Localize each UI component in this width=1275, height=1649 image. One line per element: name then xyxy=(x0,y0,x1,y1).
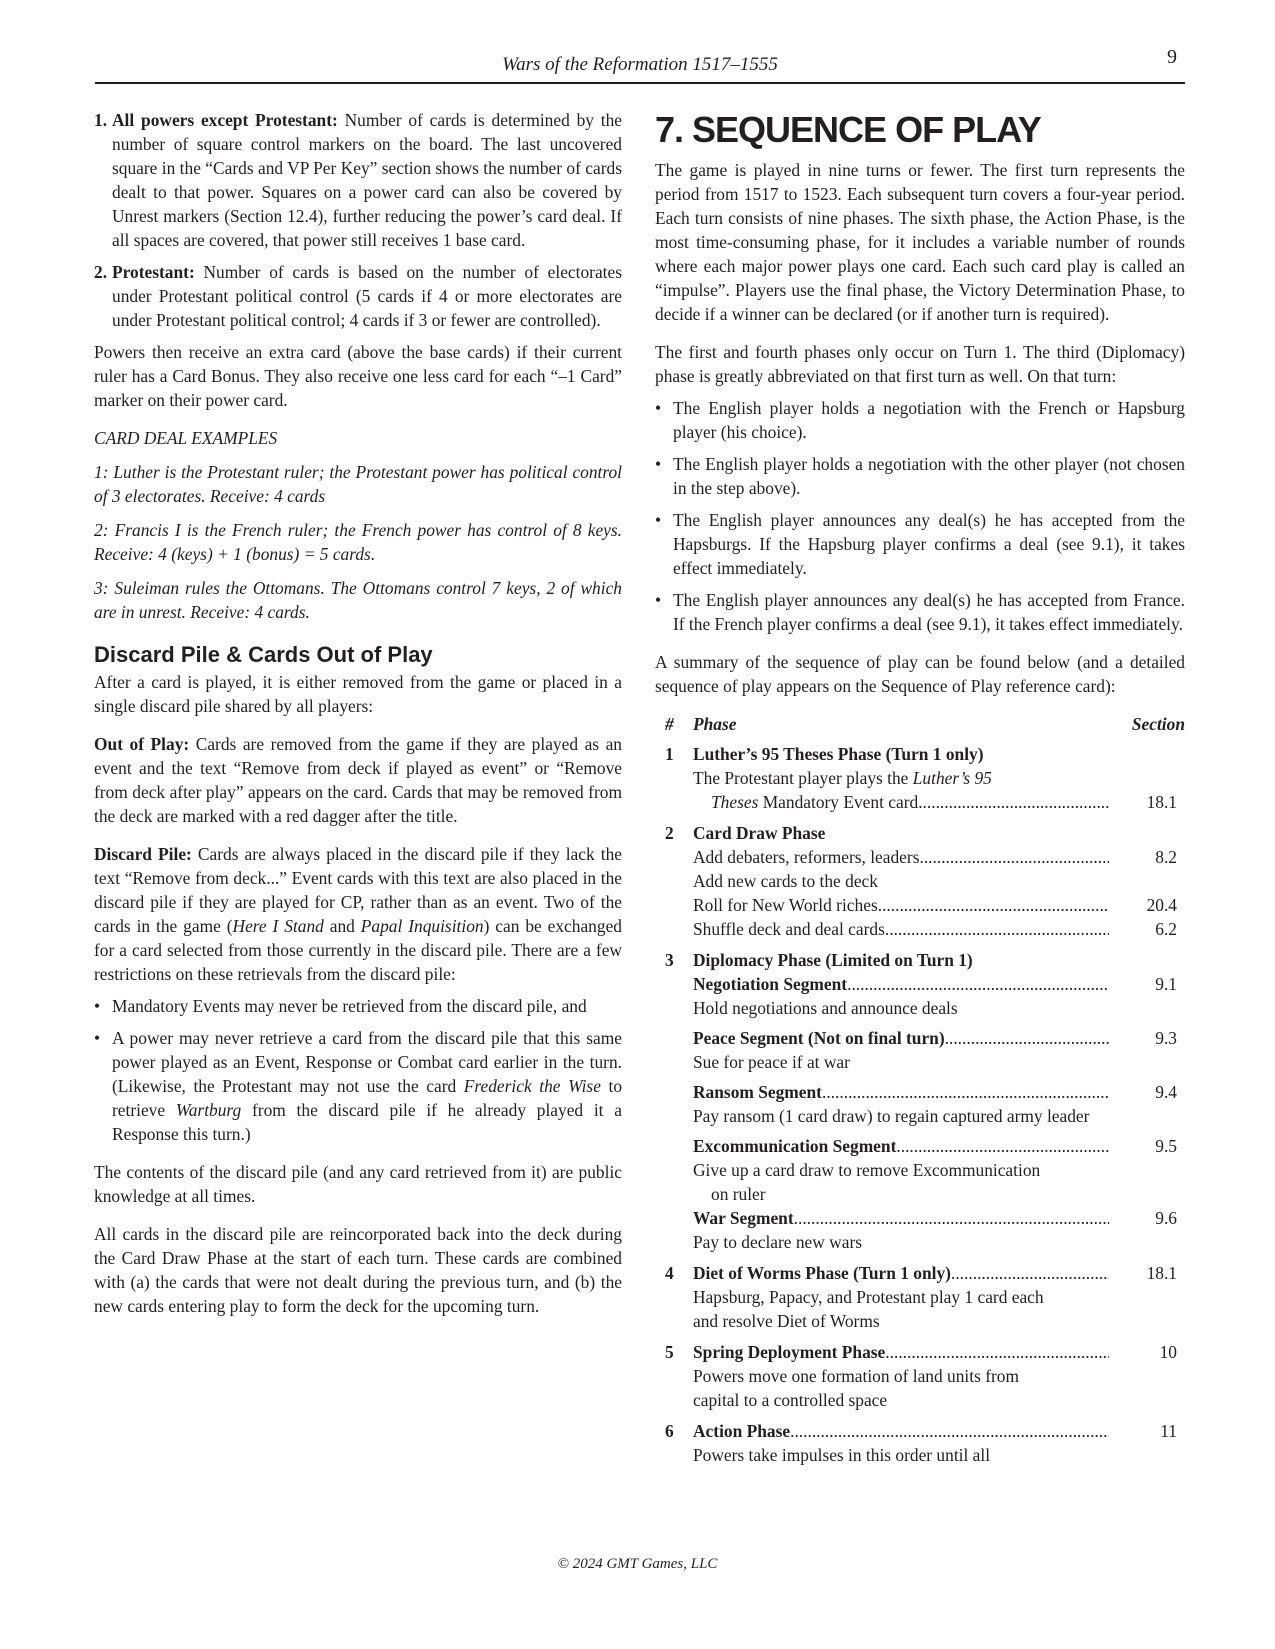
example-2: 2: Francis I is the French ruler; the French power has control of 8 keys. Receive: 4 (keys) + 1 (bonus) = 5 cards. xyxy=(94,520,622,564)
bullet-icon: • xyxy=(655,398,662,418)
list-item xyxy=(655,452,1185,500)
intro-paragraph: The game is played in nine turns or fewer. The first turn represents the period from 1517 to 1523. Each subsequent turn covers a four-year period. Each turn consists of nine phases. The sixth phase, the Action Phase, is the most time-consuming phase, for it includes a variable number of rounds where each major power plays one card. Each such card play is called an “impulse”. Players use the final phase, the Victory Determination Phase, to decide if a winner can be declared (or if another turn is required). xyxy=(655,160,1185,324)
rule-number: 1. xyxy=(94,110,108,130)
phase-1 xyxy=(655,742,1185,814)
section-ref: 9.1 xyxy=(1155,974,1177,994)
list-item xyxy=(94,1026,622,1146)
section-ref: 6.2 xyxy=(1155,919,1177,939)
section-ref: 10 xyxy=(1159,1342,1177,1362)
phase-4 xyxy=(655,1261,1185,1333)
phase-2 xyxy=(655,821,1185,941)
header-num: # xyxy=(665,714,674,734)
phase-detail: and resolve Diet of Worms xyxy=(693,1311,880,1331)
section-ref: 9.6 xyxy=(1155,1208,1177,1228)
rule-number: 2. xyxy=(94,262,108,282)
segment-title: Ransom Segment xyxy=(693,1082,822,1102)
section-ref: 9.3 xyxy=(1155,1028,1177,1048)
phase-title: Diplomacy Phase (Limited on Turn 1) xyxy=(693,950,973,970)
phase-title: Action Phase xyxy=(693,1421,791,1441)
bullet-text: The English player announces any deal(s) he has accepted from France. If the French player confirms a deal (see 9.1), it takes effect immediately. xyxy=(673,590,1185,634)
segment-detail: Hold negotiations and announce deals xyxy=(693,998,958,1018)
list-item xyxy=(655,588,1185,636)
sequence-table xyxy=(655,712,1185,1467)
segment-detail: Sue for peace if at war xyxy=(693,1052,850,1072)
segment-title: Excommunication Segment xyxy=(693,1136,897,1156)
table-header xyxy=(655,712,1185,736)
segment-title: Peace Segment (Not on final turn) xyxy=(693,1028,945,1048)
bullet-text: A power may never retrieve a card from the discard pile that this same power played as an Event, Response or Combat card earlier in the turn. (Likewise, the Protestant may not use the card Frederick the Wise to retrieve Wartburg from the discard pile if he already played it a Response this turn.) xyxy=(112,1028,623,1144)
header-phase: Phase xyxy=(693,714,737,734)
section-ref: 18.1 xyxy=(1146,792,1177,812)
phase-step: Roll for New World riches xyxy=(693,895,878,915)
section-ref: 9.5 xyxy=(1155,1136,1177,1156)
card-name: Luther’s 95 xyxy=(912,768,992,788)
phase-title: Diet of Worms Phase (Turn 1 only) xyxy=(693,1263,951,1283)
phase-title: Spring Deployment Phase xyxy=(693,1342,886,1362)
discard-pile-label: Discard Pile: xyxy=(94,844,192,864)
phase-title: Card Draw Phase xyxy=(693,823,826,843)
copyright-footer: © 2024 GMT Games, LLC xyxy=(557,1556,718,1572)
card-name: Frederick the Wise xyxy=(463,1076,601,1096)
card-count-rule-1 xyxy=(94,108,622,252)
phase-title: Luther’s 95 Theses Phase (Turn 1 only) xyxy=(693,744,984,764)
segment-detail: Give up a card draw to remove Excommunication xyxy=(693,1160,1041,1180)
section-ref: 11 xyxy=(1160,1421,1177,1441)
running-header xyxy=(95,46,1185,84)
example-1: 1: Luther is the Protestant ruler; the Protestant power has political control of 3 electorates. Receive: 4 cards xyxy=(94,462,622,506)
example-3: 3: Suleiman rules the Ottomans. The Ottomans control 7 keys, 2 of which are in unrest. Receive: 4 cards. xyxy=(94,578,622,622)
section-ref: 18.1 xyxy=(1146,1263,1177,1283)
card-name: Wartburg xyxy=(175,1100,242,1120)
bullet-text: The English player holds a negotiation with the other player (not chosen in the step above). xyxy=(673,454,1185,498)
card-name: Theses xyxy=(711,792,759,812)
left-column xyxy=(94,108,622,1332)
bullet-icon: • xyxy=(655,454,662,474)
section-ref: 9.4 xyxy=(1155,1082,1177,1102)
extra-card-paragraph: Powers then receive an extra card (above the base cards) if their current ruler has a Card Bonus. They also receive one less card for each “–1 Card” marker on their power card. xyxy=(94,342,622,410)
bullet-icon: • xyxy=(655,510,662,530)
phase-5 xyxy=(655,1340,1185,1412)
bullet-icon: • xyxy=(94,1028,101,1048)
right-column xyxy=(655,108,1185,1474)
rule-text: Number of cards is based on the number of electorates under Protestant political control (5 cards if 4 or more electorates are under Protestant political control; 4 cards if 3 or fewer are controlled). xyxy=(112,262,622,330)
section-ref: 8.2 xyxy=(1155,847,1177,867)
phase-detail: Powers take impulses in this order until all xyxy=(693,1445,991,1465)
turn1-paragraph: The first and fourth phases only occur on Turn 1. The third (Diplomacy) phase is greatly abbreviated on that first turn as well. On that turn: xyxy=(655,342,1185,386)
out-of-play-label: Out of Play: xyxy=(94,734,190,754)
summary-paragraph: A summary of the sequence of play can be found below (and a detailed sequence of play appears on the Sequence of Play reference card): xyxy=(655,652,1185,696)
phase-detail: Powers move one formation of land units from xyxy=(693,1366,1020,1386)
phase-number: 5 xyxy=(665,1342,674,1362)
phase-step: Add debaters, reformers, leaders xyxy=(693,847,920,867)
segment-title: Negotiation Segment xyxy=(693,974,848,994)
discard-pile-paragraph xyxy=(94,842,622,986)
rule-heading: Protestant: xyxy=(112,262,195,282)
phase-detail: capital to a controlled space xyxy=(693,1390,888,1410)
discard-text: Cards are always placed in the discard pile if they lack the text “Remove from deck...” Event cards with this text are also placed in the discard pile if they are played for CP, rather than as an event. Two of the cards in the game ( xyxy=(94,844,622,936)
phase-detail: Hapsburg, Papacy, and Protestant play 1 card each xyxy=(693,1287,1044,1307)
examples-title: CARD DEAL EXAMPLES xyxy=(94,428,278,448)
phase-number: 2 xyxy=(665,823,674,843)
phase-number: 4 xyxy=(665,1263,674,1283)
segment-detail: Pay to declare new wars xyxy=(693,1232,863,1252)
card-count-rule-2 xyxy=(94,260,622,332)
segment-detail: Pay ransom (1 card draw) to regain captured army leader xyxy=(693,1106,1090,1126)
bullet-text: Mandatory Events may never be retrieved from the discard pile, and xyxy=(112,996,587,1016)
phase-detail: The Protestant player plays the Luther’s 95 xyxy=(693,768,992,788)
phase-step: Shuffle deck and deal cards xyxy=(693,919,885,939)
bullet-text: The English player holds a negotiation with the French or Hapsburg player (his choice). xyxy=(673,398,1185,442)
section-title: 7. SEQUENCE OF PLAY xyxy=(655,109,1041,150)
bullet-icon: • xyxy=(94,996,101,1016)
bullet-text: The English player announces any deal(s) he has accepted from the Hapsburgs. If the Hapsburg player confirms a deal (see 9.1), it takes effect immediately. xyxy=(673,510,1185,578)
discard-heading: Discard Pile & Cards Out of Play xyxy=(94,642,433,667)
discard-text: ) can be exchanged for a card selected from those currently in the discard pile. There are a few restrictions on these retrievals from the discard pile: xyxy=(94,916,622,984)
header-section: Section xyxy=(1131,714,1185,734)
phase-3 xyxy=(655,948,1185,1254)
out-of-play-paragraph xyxy=(94,732,622,828)
out-of-play-text: Cards are removed from the game if they are played as an event and the text “Remove from deck if played as event” or “Remove from deck after play” appears on the card. Cards that may be removed from the deck are marked with a red dagger after the title. xyxy=(94,734,622,826)
list-item xyxy=(94,994,622,1018)
bullet-icon: • xyxy=(655,590,662,610)
rule-text: Number of cards is determined by the number of square control markers on the board. The last uncovered square in the “Cards and VP Per Key” section shows the number of cards dealt to that power. Squares on a power card can also be covered by Unrest markers (Section 12.4), further reducing the power’s card deal. If all spaces are covered, that power still receives 1 base card. xyxy=(112,110,623,250)
phase-step: Add new cards to the deck xyxy=(693,871,878,891)
card-name: Here I Stand xyxy=(232,916,324,936)
discard-intro: After a card is played, it is either removed from the game or placed in a single discard pile shared by all players: xyxy=(94,672,622,716)
discard-text: and xyxy=(323,916,361,936)
phase-number: 1 xyxy=(665,744,674,764)
public-knowledge-paragraph: The contents of the discard pile (and any card retrieved from it) are public knowledge at all times. xyxy=(94,1162,622,1206)
segment-title: War Segment xyxy=(693,1208,794,1228)
phase-6 xyxy=(655,1419,1185,1467)
reincorporation-paragraph: All cards in the discard pile are reincorporated back into the deck during the Card Draw Phase at the start of each turn. These cards are combined with (a) the cards that were not dealt during the previous turn, and (b) the new cards entering play to form the deck for the upcoming turn. xyxy=(94,1224,622,1316)
list-item xyxy=(655,396,1185,444)
segment-detail: on ruler xyxy=(711,1184,766,1204)
rule-heading: All powers except Protestant: xyxy=(112,110,338,130)
page-number: 9 xyxy=(1167,46,1177,68)
section-ref: 20.4 xyxy=(1146,895,1177,915)
card-name: Papal Inquisition xyxy=(360,916,484,936)
phase-detail: Mandatory Event card xyxy=(758,792,919,812)
phase-number: 3 xyxy=(665,950,674,970)
list-item xyxy=(655,508,1185,580)
phase-number: 6 xyxy=(665,1421,674,1441)
running-title: Wars of the Reformation 1517–1555 xyxy=(502,54,778,75)
